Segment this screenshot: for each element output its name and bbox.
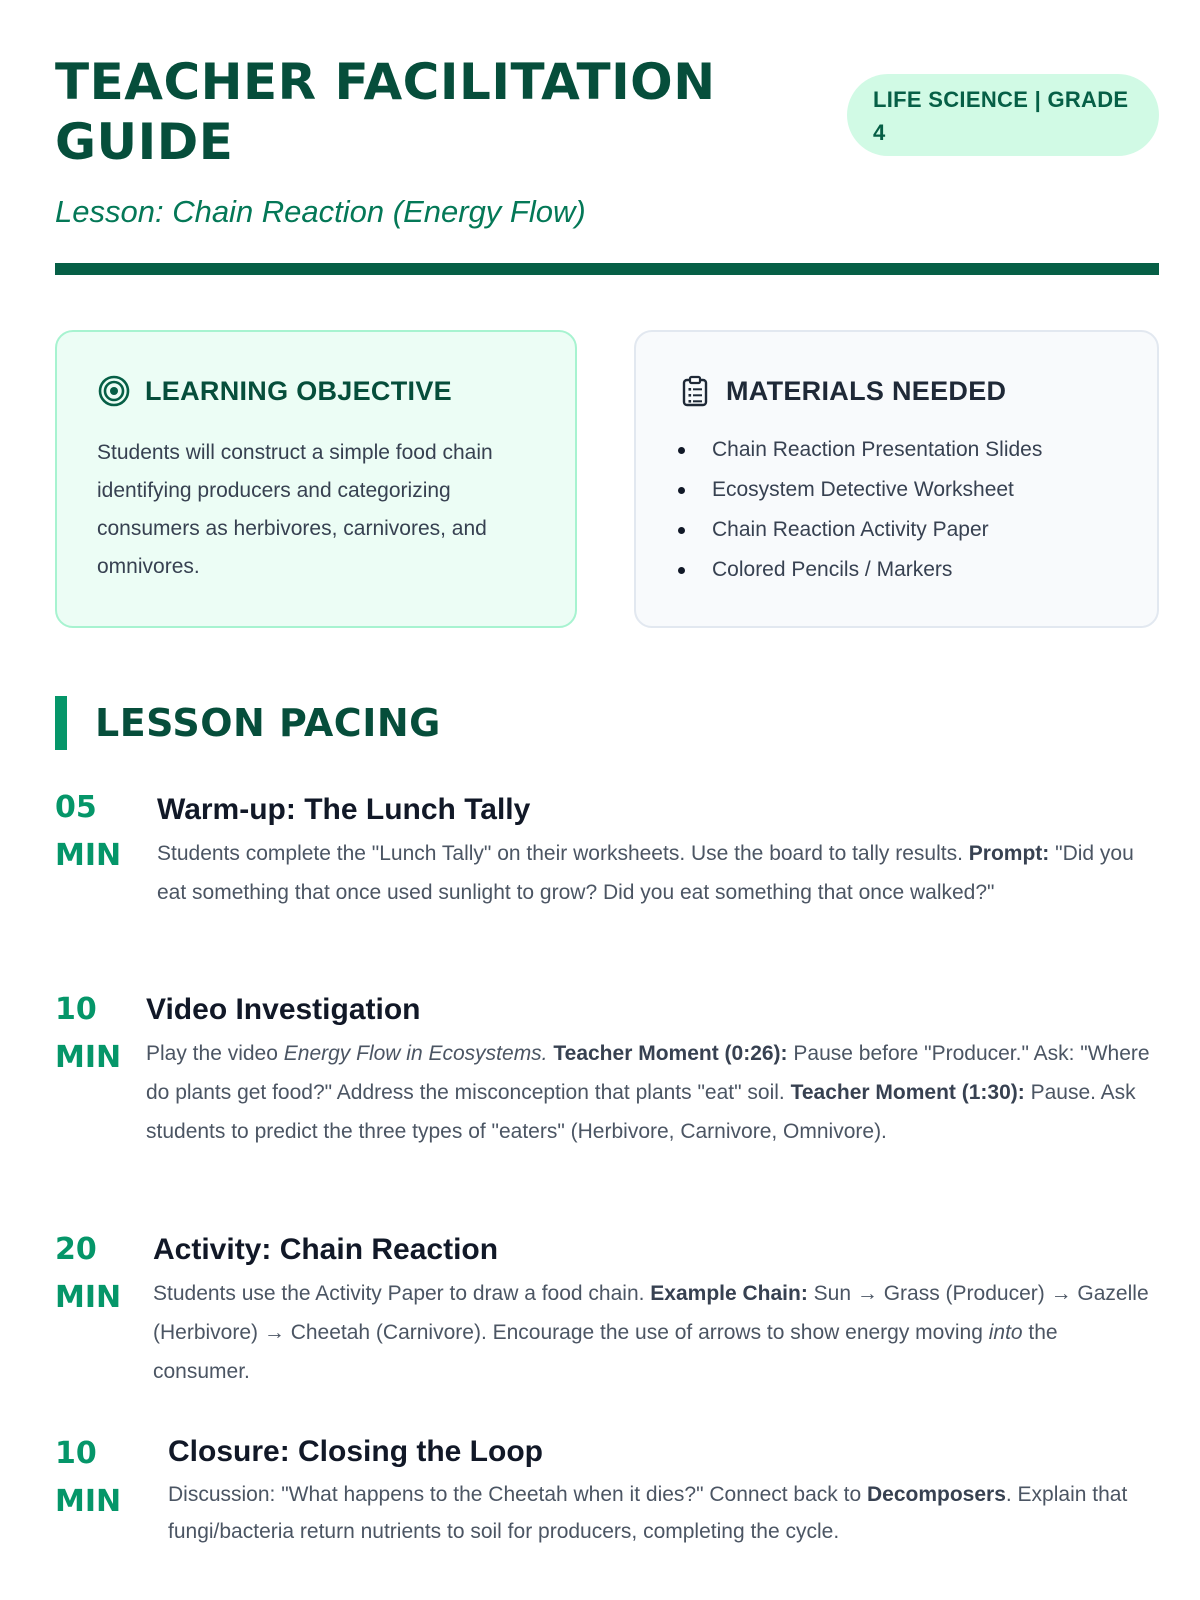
duration-value: 10 (55, 1436, 97, 1471)
duration-value: 10 (55, 992, 97, 1027)
step-content (157, 790, 1159, 912)
learning-objective-card (55, 330, 577, 628)
duration-unit: MIN (55, 1280, 122, 1315)
step-duration (55, 784, 135, 880)
section-accent-bar (55, 696, 67, 750)
materials-heading: MATERIALS NEEDED (726, 375, 1007, 406)
page-title: TEACHER FACILITATION GUIDE (55, 53, 716, 171)
step-duration (55, 1226, 135, 1322)
duration-value: 05 (55, 790, 97, 825)
page-header (55, 52, 1159, 230)
materials-card (634, 330, 1159, 628)
step-title: Activity: Chain Reaction (153, 1233, 499, 1266)
step-description: Play the video Energy Flow in Ecosystems. Teacher Moment (0:26): Pause before "Producer." Ask: "Where do plants get food?" Address the misconception that plants "eat" soil. Teacher Moment (1:30): Pause. Ask students to predict the three types of "eaters" (Herbivore, Carnivore, Omnivore). (146, 1042, 1150, 1143)
step-title: Video Investigation (146, 993, 421, 1026)
step-description: Students complete the "Lunch Tally" on their worksheets. Use the board to tally results. Prompt: "Did you eat something that once used sunlight to grow? Did you eat something that once walked?" (157, 842, 1134, 904)
materials-item: Colored Pencils / Markers (678, 550, 1113, 590)
materials-item: Ecosystem Detective Worksheet (678, 470, 1113, 510)
learning-objective-heading: LEARNING OBJECTIVE (145, 375, 452, 406)
lesson-subtitle: Lesson: Chain Reaction (Energy Flow) (55, 194, 586, 229)
subject-grade-badge: LIFE SCIENCE | GRADE 4 (847, 74, 1159, 156)
step-duration (55, 1430, 135, 1526)
step-title: Closure: Closing the Loop (168, 1435, 543, 1468)
step-description: Discussion: "What happens to the Cheetah when it dies?" Connect back to Decomposers. Explain that fungi/bacteria return nutrients to soil for producers, completing the cycle. (168, 1483, 1128, 1543)
materials-heading-row (678, 374, 1113, 408)
duration-value: 20 (55, 1232, 97, 1267)
step-title: Warm-up: The Lunch Tally (157, 793, 531, 826)
step-duration (55, 986, 135, 1082)
duration-unit: MIN (55, 838, 122, 873)
lesson-pacing-heading: LESSON PACING (95, 701, 441, 745)
duration-unit: MIN (55, 1484, 122, 1519)
step-content (153, 1230, 1159, 1391)
duration-unit: MIN (55, 1040, 122, 1075)
lesson-pacing-header (55, 696, 441, 750)
materials-list (678, 430, 1113, 590)
learning-objective-heading-row (97, 374, 535, 408)
materials-item: Chain Reaction Activity Paper (678, 510, 1113, 550)
materials-item: Chain Reaction Presentation Slides (678, 430, 1113, 470)
step-content (146, 990, 1159, 1151)
clipboard-icon (678, 374, 712, 408)
learning-objective-text: Students will construct a simple food chain identifying producers and categorizing consumers as herbivores, carnivores, and omnivores. (97, 441, 493, 578)
step-description: Students use the Activity Paper to draw a food chain. Example Chain: Sun → Grass (Producer) → Gazelle (Herbivore) → Cheetah (Carnivore). Encourage the use of arrows to show energy moving into the consumer. (153, 1282, 1149, 1383)
header-divider (55, 263, 1159, 275)
target-icon (97, 374, 131, 408)
step-content (168, 1432, 1159, 1550)
